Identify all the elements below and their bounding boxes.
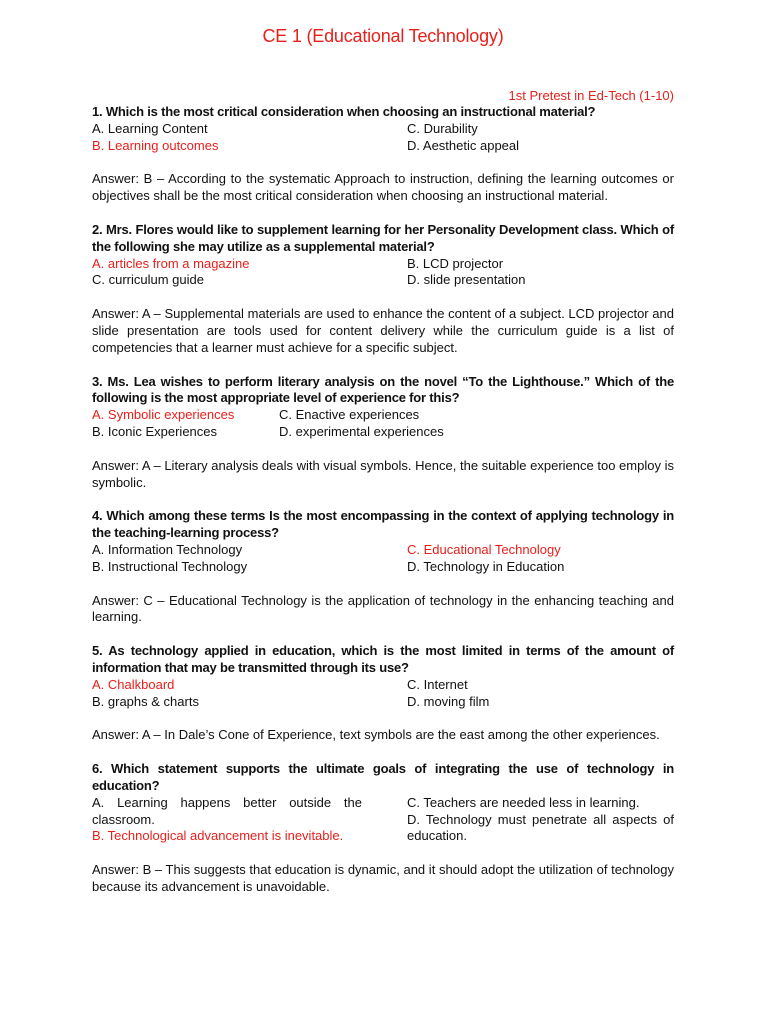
options-row <box>92 559 674 576</box>
answer-text-1: Answer: B – According to the systematic Approach to instruction, defining the learning outcomes or objectives shall be the most critical consideration when choosing an instructional material. <box>92 171 674 204</box>
option-b: B. Instructional Technology <box>92 558 248 574</box>
answer-text-2: Answer: A – Supplemental materials are used to enhance the content of a subject. LCD projector and slide presentation are tools used for content delivery while the curriculum guide is a list of competencies that a learner must achieve for a specific subject. <box>92 306 674 355</box>
options-row <box>92 407 674 424</box>
option-c: C. Internet <box>407 676 468 692</box>
option-c: C. Durability <box>407 120 478 136</box>
options-right-column <box>407 795 674 845</box>
question-block-1 <box>92 104 674 205</box>
option-a: A. Learning Content <box>92 120 208 136</box>
option-a-correct: A. Symbolic experiences <box>92 407 235 423</box>
options-row <box>92 694 674 711</box>
option-b: B. Iconic Experiences <box>92 423 218 439</box>
options-row <box>92 121 674 138</box>
option-d: D. slide presentation <box>407 272 526 288</box>
answer-text-5: Answer: A – In Dale’s Cone of Experience, text symbols are the east among the other experiences. <box>92 727 660 743</box>
option-d: D. moving film <box>407 693 490 709</box>
question-text-6: 6. Which statement supports the ultimate goals of integrating the use of technology in education? <box>92 761 674 793</box>
option-b: B. graphs & charts <box>92 693 199 709</box>
option-d: D. experimental experiences <box>279 423 444 439</box>
question-text-5: 5. As technology applied in education, which is the most limited in terms of the amount of information that may be transmitted through its use? <box>92 643 674 675</box>
options-row <box>92 795 674 845</box>
option-d: D. Technology must penetrate all aspects of education. <box>407 811 674 844</box>
option-d: D. Technology in Education <box>407 558 565 574</box>
option-b-correct: B. Learning outcomes <box>92 137 219 153</box>
option-b-correct: B. Technological advancement is inevitable. <box>92 828 344 844</box>
options-row <box>92 677 674 694</box>
option-c: C. Enactive experiences <box>279 407 420 423</box>
question-text-3: 3. Ms. Lea wishes to perform literary analysis on the novel “To the Lighthouse.” Which of the following is the most appropriate level of experience for this? <box>92 373 674 406</box>
question-block-2 <box>92 222 674 357</box>
options-row <box>92 272 674 289</box>
question-block-3 <box>92 374 674 492</box>
options-row <box>92 138 674 155</box>
answer-text-6: Answer: B – This suggests that education is dynamic, and it should adopt the utilization of technology because its advancement is unavoidable. <box>92 862 674 894</box>
options-row <box>92 542 674 559</box>
option-d: D. Aesthetic appeal <box>407 137 520 153</box>
option-a: A. Information Technology <box>92 541 243 557</box>
answer-text-4: Answer: C – Educational Technology is the application of technology in the enhancing teaching and learning. <box>92 592 674 625</box>
option-c-correct: C. Educational Technology <box>407 541 561 557</box>
answer-text-3: Answer: A – Literary analysis deals with visual symbols. Hence, the suitable experience too employ is symbolic. <box>92 457 674 490</box>
option-a-correct: A. articles from a magazine <box>92 255 250 271</box>
question-text-1: 1. Which is the most critical consideration when choosing an instructional material? <box>92 104 596 119</box>
question-block-5 <box>92 643 674 744</box>
questions-list <box>92 104 674 913</box>
options-row <box>92 424 674 441</box>
page-subtitle: 1st Pretest in Ed-Tech (1-10) <box>508 88 674 103</box>
option-c: C. Teachers are needed less in learning. <box>407 794 640 810</box>
question-block-6 <box>92 761 674 896</box>
option-a: A. Learning happens better outside the classroom. <box>92 794 362 827</box>
question-block-4 <box>92 508 674 626</box>
option-c: C. curriculum guide <box>92 272 204 288</box>
option-b: B. LCD projector <box>407 255 504 271</box>
options-left-column <box>92 795 362 845</box>
page-title: CE 1 (Educational Technology) <box>262 26 504 46</box>
question-text-4: 4. Which among these terms Is the most encompassing in the context of applying technology in the teaching-learning process? <box>92 508 674 541</box>
question-text-2: 2. Mrs. Flores would like to supplement learning for her Personality Development class. Which of the following she may utilize as a supplemental material? <box>92 221 674 254</box>
option-a-correct: A. Chalkboard <box>92 676 175 692</box>
options-row <box>92 256 674 273</box>
